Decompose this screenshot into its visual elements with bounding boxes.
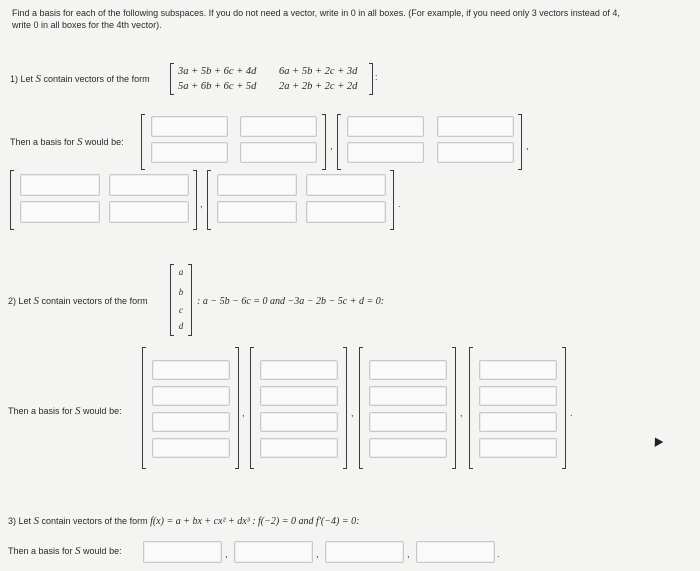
q2-end: . <box>570 408 573 418</box>
q1-basis-2-right-bracket <box>518 114 522 170</box>
q2-basis-1-row2-input[interactable] <box>152 386 230 406</box>
q2-basis-4-row3-input[interactable] <box>479 412 557 432</box>
q1-sep-3: , <box>200 199 203 209</box>
q2-basis-2-right-bracket <box>343 347 347 469</box>
q1-basis-4-r2c1-input[interactable] <box>217 201 297 223</box>
q2-condition: : a − 5b − 6c = 0 and −3a − 2b − 5c + d = 0: <box>197 296 385 307</box>
q1-basis-1-left-bracket <box>141 114 145 170</box>
q2-prompt: 2) Let S contain vectors of the form <box>8 295 148 307</box>
intro-line-2: write 0 in all boxes for the 4th vector). <box>12 20 162 30</box>
q1-basis-4-r2c2-input[interactable] <box>306 201 386 223</box>
q2-basis-3-row2-input[interactable] <box>369 386 447 406</box>
q3-sep-3: , <box>407 549 410 559</box>
q1-matrix-r1c1: 3a + 5b + 6c + 4d <box>178 66 257 77</box>
q1-basis-label: Then a basis for S would be: <box>10 136 124 148</box>
q1-matrix-left-bracket <box>170 63 174 95</box>
q3-basis-1-input[interactable] <box>143 541 222 563</box>
q1-matrix-r1c2: 6a + 5b + 2c + 3d <box>279 66 358 77</box>
q1-basis-4-r1c2-input[interactable] <box>306 174 386 196</box>
q2-basis-3-row4-input[interactable] <box>369 438 447 458</box>
q1-sep-2: , <box>526 141 529 151</box>
q1-basis-2-left-bracket <box>337 114 341 170</box>
q2-basis-2-row4-input[interactable] <box>260 438 338 458</box>
q2-basis-1-left-bracket <box>142 347 146 469</box>
q2-vector-a: a <box>178 267 184 277</box>
q1-matrix-right-bracket <box>369 63 373 95</box>
q2-basis-2-row2-input[interactable] <box>260 386 338 406</box>
q2-vector-d: d <box>178 321 184 331</box>
q3-end: . <box>497 549 500 559</box>
q2-basis-2-row3-input[interactable] <box>260 412 338 432</box>
q1-basis-4-r1c1-input[interactable] <box>217 174 297 196</box>
q1-basis-2-r1c2-input[interactable] <box>437 116 514 137</box>
q2-vector-left-bracket <box>170 264 174 336</box>
q1-matrix-r2c2: 2a + 2b + 2c + 2d <box>279 81 358 92</box>
q3-basis-2-input[interactable] <box>234 541 313 563</box>
q1-basis-3-left-bracket <box>10 170 14 230</box>
q2-basis-3-right-bracket <box>452 347 456 469</box>
q1-basis-1-r2c2-input[interactable] <box>240 142 317 163</box>
q3-basis-3-input[interactable] <box>325 541 404 563</box>
q2-basis-4-row2-input[interactable] <box>479 386 557 406</box>
q1-basis-1-right-bracket <box>322 114 326 170</box>
q3-basis-4-input[interactable] <box>416 541 495 563</box>
q2-basis-2-row1-input[interactable] <box>260 360 338 380</box>
q1-basis-1-r2c1-input[interactable] <box>151 142 228 163</box>
q2-sep-2: , <box>351 408 354 418</box>
q2-basis-4-row1-input[interactable] <box>479 360 557 380</box>
q2-sep-1: , <box>242 408 245 418</box>
q1-basis-3-right-bracket <box>193 170 197 230</box>
q1-basis-3-r1c1-input[interactable] <box>20 174 100 196</box>
q1-matrix-r2c1: 5a + 6b + 6c + 5d <box>178 81 257 92</box>
q2-basis-3-row3-input[interactable] <box>369 412 447 432</box>
q2-vector-right-bracket <box>188 264 192 336</box>
intro-line-1: Find a basis for each of the following subspaces. If you do not need a vector, write in 0 in all boxes. (For example, if you need only 3 vectors instead of 4, <box>12 8 620 18</box>
q1-basis-4-right-bracket <box>390 170 394 230</box>
q3-basis-label: Then a basis for S would be: <box>8 545 122 557</box>
q2-vector-c: c <box>179 305 183 315</box>
q3-prompt: 3) Let S contain vectors of the form f(x) = a + bx + cx² + dx³ : f(−2) = 0 and f′(−4) = 0: <box>8 515 360 527</box>
q2-basis-3-row1-input[interactable] <box>369 360 447 380</box>
q3-sep-1: , <box>225 549 228 559</box>
q2-vector-b: b <box>178 287 184 297</box>
q1-basis-4-left-bracket <box>207 170 211 230</box>
q1-basis-1-r1c1-input[interactable] <box>151 116 228 137</box>
q2-basis-4-left-bracket <box>469 347 473 469</box>
q2-basis-1-row4-input[interactable] <box>152 438 230 458</box>
q1-sep-1: , <box>330 141 333 151</box>
q1-basis-3-r1c2-input[interactable] <box>109 174 189 196</box>
q1-basis-2-r2c2-input[interactable] <box>437 142 514 163</box>
q2-basis-4-row4-input[interactable] <box>479 438 557 458</box>
q1-basis-3-r2c2-input[interactable] <box>109 201 189 223</box>
q2-basis-3-left-bracket <box>359 347 363 469</box>
q1-basis-2-r1c1-input[interactable] <box>347 116 424 137</box>
q2-basis-1-row1-input[interactable] <box>152 360 230 380</box>
q1-basis-1-r1c2-input[interactable] <box>240 116 317 137</box>
q2-sep-3: , <box>460 408 463 418</box>
q2-basis-1-row3-input[interactable] <box>152 412 230 432</box>
mouse-cursor-icon <box>651 435 664 447</box>
q2-basis-1-right-bracket <box>235 347 239 469</box>
q2-basis-2-left-bracket <box>250 347 254 469</box>
q1-end: . <box>398 199 401 209</box>
q3-sep-2: , <box>316 549 319 559</box>
q1-colon: : <box>375 72 378 82</box>
q1-basis-3-r2c1-input[interactable] <box>20 201 100 223</box>
q2-basis-4-right-bracket <box>562 347 566 469</box>
q1-basis-2-r2c1-input[interactable] <box>347 142 424 163</box>
q1-prompt: 1) Let S contain vectors of the form <box>10 73 150 85</box>
q2-basis-label: Then a basis for S would be: <box>8 405 122 417</box>
